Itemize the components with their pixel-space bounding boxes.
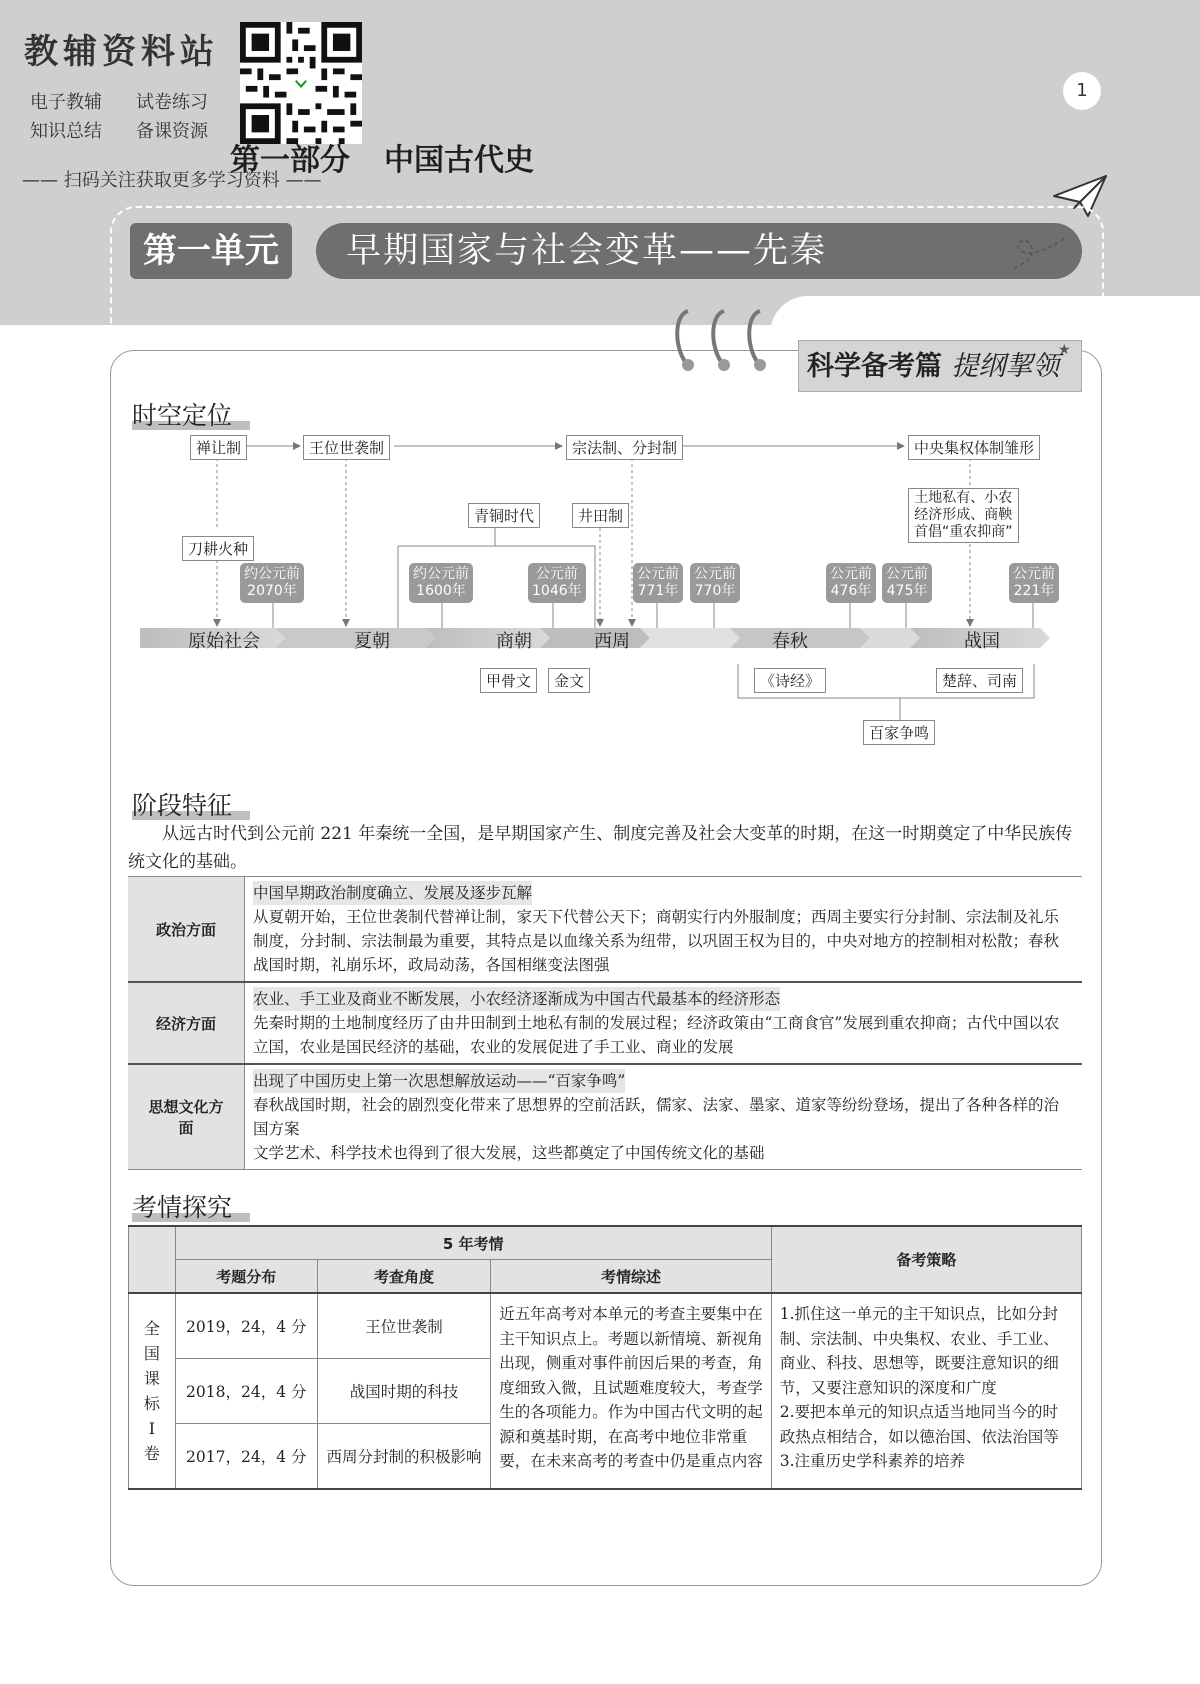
- period-shang: 商朝: [496, 631, 532, 652]
- timeline-date-475bc: 公元前 475年: [882, 563, 932, 603]
- timeline-box-centralization: 中央集权体制雏形: [908, 435, 1040, 460]
- stage-text-politics: 从夏朝开始，王位世袭制代替禅让制，家天下代替公天下；商朝实行内外服制度；西周主要实行分封制、宗法制及礼乐制度，分封制、宗法制最为重要，其特点是以血缘关系为纽带，以巩固王权为目的，中央对地方的控制相对松散；春秋战国时期，礼崩乐坏，政局动荡，各国相继变法图强: [253, 908, 1060, 974]
- stage-head-economy: 经济方面: [128, 982, 245, 1064]
- exam-dist-2019: 2019，24，4 分: [175, 1293, 317, 1359]
- part-label: 第一部分: [230, 143, 350, 178]
- period-xia: 夏朝: [354, 631, 390, 652]
- section-heading-exam: 考情探究: [132, 1188, 232, 1224]
- stage-intro-paragraph: 从远古时代到公元前 221 年秦统一全国，是早期国家产生、制度完善及社会大变革的时期，在这一时期奠定了中华民族传统文化的基础。: [128, 824, 1073, 872]
- binder-rings-icon: [668, 305, 778, 381]
- unit-title-text: 早期国家与社会变革——先秦: [346, 231, 828, 271]
- exam-strategy-header: 备考策略: [771, 1226, 1081, 1293]
- study-banner: [798, 340, 1082, 392]
- timeline-box-private-land: 土地私有、小农 经济形成、商鞅 首倡“重农抑商”: [908, 488, 1019, 543]
- stage-text-culture: 春秋战国时期，社会的剧烈变化带来了思想界的空前活跃，儒家、法家、墨家、道家等纷纷登场，提出了各种各样的治国方案 文学艺术、科学技术也得到了很大发展，这些都奠定了中国传统文化的基础: [253, 1096, 1060, 1162]
- timeline-box-patriarchal-enfeoffment: 宗法制、分封制: [566, 435, 683, 460]
- timeline-box-abdication: 禅让制: [190, 435, 247, 460]
- timeline-box-chuci-compass: 楚辞、司南: [936, 668, 1023, 693]
- exam-side-label: 全国课标Ⅰ卷: [143, 1319, 160, 1463]
- link-lesson-resources[interactable]: 备课资源: [136, 121, 208, 142]
- link-exam-practice[interactable]: 试卷练习: [136, 92, 208, 113]
- period-primitive-society: 原始社会: [188, 631, 260, 652]
- exam-angle-2019: 王位世袭制: [317, 1293, 490, 1359]
- exam-col-distribution: 考题分布: [175, 1260, 317, 1294]
- unit-badge: 第一单元: [130, 223, 292, 279]
- stage-head-culture: 思想文化方面: [128, 1064, 245, 1170]
- unit-title: [316, 223, 1082, 279]
- exam-summary: 近五年高考对本单元的考查主要集中在主干知识点上。考题以新情境、新视角出现，侧重对事件前因后果的考查，角度细致入微，且试题难度较大，考查学生的各项能力。作为中国古代文明的起源和奠基时期，在高考中地位非常重要，在未来高考的考查中仍是重点内容: [491, 1293, 772, 1489]
- timeline-box-book-of-songs: 《诗经》: [754, 668, 826, 693]
- timeline-date-221bc: 公元前 221年: [1009, 563, 1059, 603]
- table-row: [129, 1293, 1082, 1359]
- timeline-box-hereditary-kingship: 王位世袭制: [303, 435, 390, 460]
- exam-col-summary: 考情综述: [491, 1260, 772, 1294]
- swirl-decoration-icon: [1010, 232, 1070, 276]
- exam-strategy: 1.抓住这一单元的主干知识点，比如分封制、宗法制、中央集权、农业、手工业、商业、科技、思想等，既要注意知识的细节，又要注意知识的深度和广度 2.要把本单元的知识点适当地同当今的时政热点相结合，如以德治国、依法治国等 3.注重历史学科素养的培养: [771, 1293, 1081, 1489]
- period-spring-autumn: 春秋: [772, 631, 808, 652]
- stage-head-politics: 政治方面: [128, 877, 245, 983]
- timeline-box-slash-burn: 刀耕火种: [182, 536, 254, 561]
- timeline-date-1046bc: 公元前 1046年: [528, 563, 586, 603]
- exam-dist-2018: 2018，24，4 分: [175, 1359, 317, 1424]
- timeline-date-771bc: 公元前 771年: [633, 563, 683, 603]
- exam-group-header: 5 年考情: [175, 1226, 771, 1260]
- banner-script: 提纲挈领: [951, 351, 1060, 382]
- banner-main: 科学备考篇: [807, 351, 942, 382]
- timeline-date-476bc: 公元前 476年: [826, 563, 876, 603]
- timeline-box-oracle-bones: 甲骨文: [480, 668, 537, 693]
- exam-analysis-table: [128, 1225, 1082, 1492]
- brand-title: 教辅资料站: [24, 32, 219, 72]
- stage-row-politics: [128, 877, 1082, 983]
- timeline-date-770bc: 公元前 770年: [690, 563, 740, 603]
- qr-code-icon[interactable]: [240, 22, 362, 144]
- star-icon: ★: [1058, 342, 1071, 358]
- stage-summary-culture: 出现了中国历史上第一次思想解放运动——“百家争鸣”: [253, 1069, 625, 1093]
- timeline-box-hundred-schools: 百家争鸣: [863, 720, 935, 745]
- stage-features-table: [128, 876, 1082, 1170]
- timeline-date-1600bc: 约公元前 1600年: [409, 563, 473, 603]
- stage-text-economy: 先秦时期的土地制度经历了由井田制到土地私有制的发展过程；经济政策由“工商食官”发展到重农抑商；古代中国以农立国，农业是国民经济的基础，农业的发展促进了手工业、商业的发展: [253, 1014, 1060, 1056]
- stage-row-economy: [128, 982, 1082, 1064]
- exam-dist-2017: 2017，24，4 分: [175, 1424, 317, 1490]
- timeline-box-bronze-inscriptions: 金文: [548, 668, 590, 693]
- page-number: 1: [1063, 72, 1101, 110]
- section-heading-timeline: 时空定位: [132, 396, 232, 432]
- stage-row-culture: [128, 1064, 1082, 1170]
- exam-col-angle: 考查角度: [317, 1260, 490, 1294]
- link-knowledge-summary[interactable]: 知识总结: [30, 121, 102, 142]
- link-e-books[interactable]: 电子教辅: [30, 92, 102, 113]
- stage-summary-economy: 农业、手工业及商业不断发展，小农经济逐渐成为中国古代最基本的经济形态: [253, 987, 780, 1011]
- part-title: 中国古代史: [384, 143, 534, 178]
- timeline-box-bronze-age: 青铜时代: [468, 503, 540, 528]
- scan-prompt: —— 扫码关注获取更多学习资料 ——: [22, 170, 322, 191]
- period-western-zhou: 西周: [594, 631, 630, 652]
- section-heading-stage: 阶段特征: [132, 786, 232, 822]
- timeline-box-well-field: 井田制: [572, 503, 629, 528]
- period-warring-states: 战国: [964, 631, 1000, 652]
- stage-summary-politics: 中国早期政治制度确立、发展及逐步瓦解: [253, 881, 532, 905]
- exam-angle-2018: 战国时期的科技: [317, 1359, 490, 1424]
- exam-angle-2017: 西周分封制的积极影响: [317, 1424, 490, 1490]
- timeline-diagram: [140, 430, 1080, 750]
- timeline-date-2070bc: 约公元前 2070年: [240, 563, 304, 603]
